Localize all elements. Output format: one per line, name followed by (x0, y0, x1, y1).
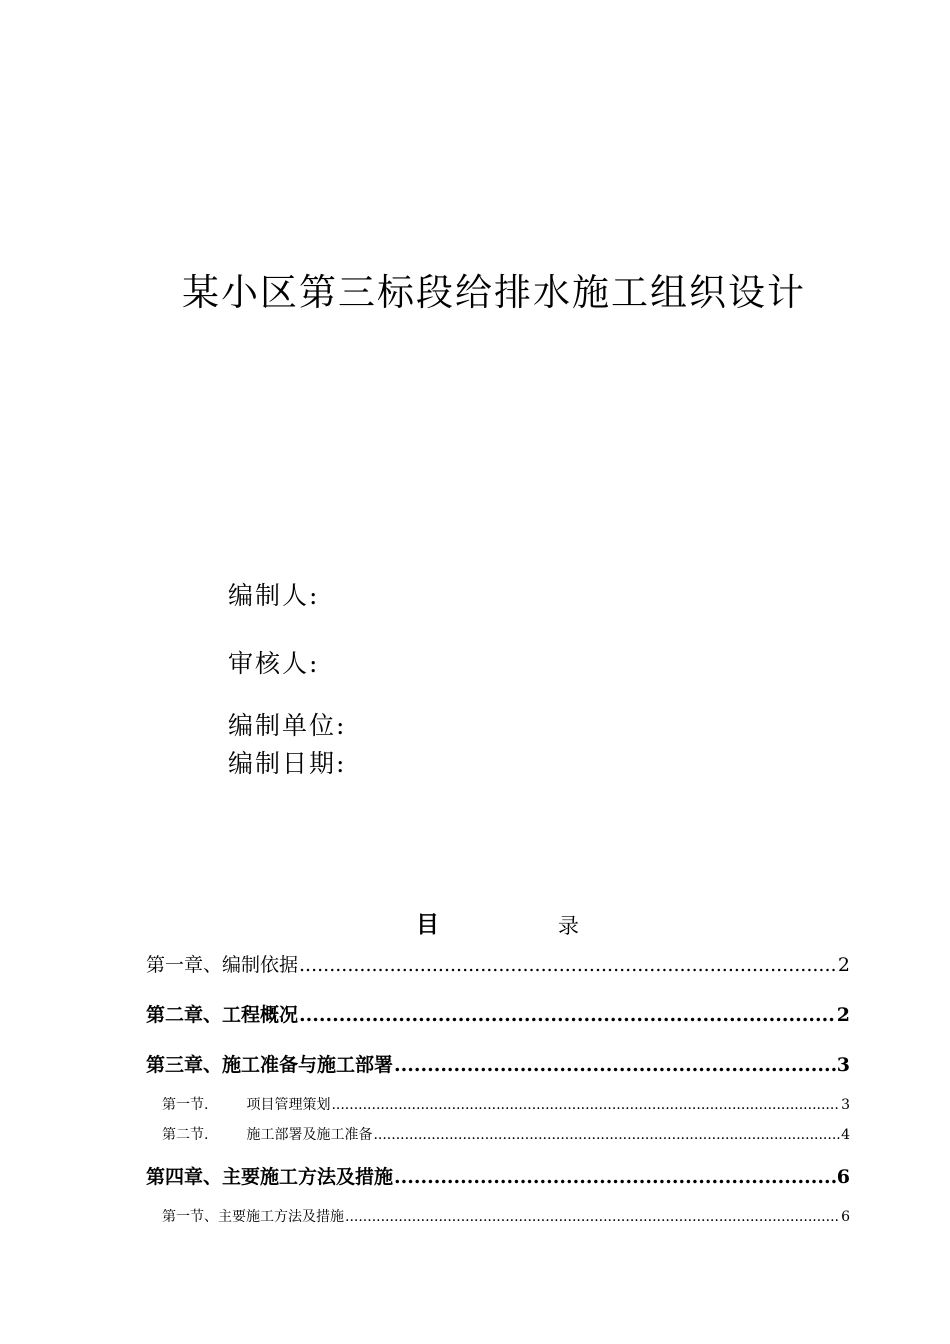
toc-entry-page: 2 (836, 1004, 850, 1026)
toc-leader-dots (299, 954, 837, 976)
toc-entry-section-3-2[interactable] (162, 1124, 850, 1144)
toc-heading-part1: 目 (416, 911, 439, 938)
toc-entry-chapter-1[interactable] (146, 950, 850, 977)
toc-entry-label: 施工部署及施工准备 (246, 1127, 373, 1143)
toc-entry-number: 第二节. (162, 1127, 209, 1143)
toc-entry-label: 项目管理策划 (246, 1097, 331, 1113)
toc-entry-section-4-1[interactable] (162, 1206, 850, 1226)
toc-entry-page: 3 (841, 1097, 850, 1113)
toc-entry-chapter-2[interactable] (146, 1000, 850, 1027)
toc-entry-page: 2 (837, 954, 850, 976)
toc-entry-label: 第一节、主要施工方法及措施 (162, 1209, 344, 1225)
toc-entry-chapter-4[interactable] (146, 1162, 850, 1189)
toc-entry-chapter-3[interactable] (146, 1050, 850, 1077)
toc-entry-page: 3 (836, 1054, 850, 1076)
toc-leader-dots (373, 1127, 840, 1143)
toc-heading (0, 906, 950, 946)
toc-entry-page: 4 (841, 1127, 850, 1143)
toc-leader-dots (345, 1209, 840, 1225)
toc-leader-dots (394, 1166, 836, 1188)
toc-entry-section-3-1[interactable] (162, 1094, 850, 1114)
toc-leader-dots (394, 1054, 836, 1076)
toc-entry-page: 6 (841, 1209, 850, 1225)
toc-leader-dots (331, 1097, 840, 1113)
toc-entry-label: 第三章、施工准备与施工部署 (146, 1054, 394, 1076)
document-title: 某小区第三标段给排水施工组织设计 (182, 271, 806, 314)
toc-entry-label: 第二章、工程概况 (146, 1004, 299, 1026)
reviewer-field: 审核人: (228, 649, 320, 678)
date-field: 编制日期: (228, 749, 347, 778)
compiler-field: 编制人: (228, 581, 320, 610)
toc-heading-part2: 录 (558, 914, 579, 938)
toc-entry-number: 第一节. (162, 1097, 209, 1113)
toc-entry-label: 第四章、主要施工方法及措施 (146, 1166, 394, 1188)
unit-field: 编制单位: (228, 711, 347, 740)
toc-leader-dots (299, 1004, 836, 1026)
toc-entry-label: 第一章、编制依据 (146, 954, 299, 976)
toc-entry-page: 6 (836, 1166, 850, 1188)
